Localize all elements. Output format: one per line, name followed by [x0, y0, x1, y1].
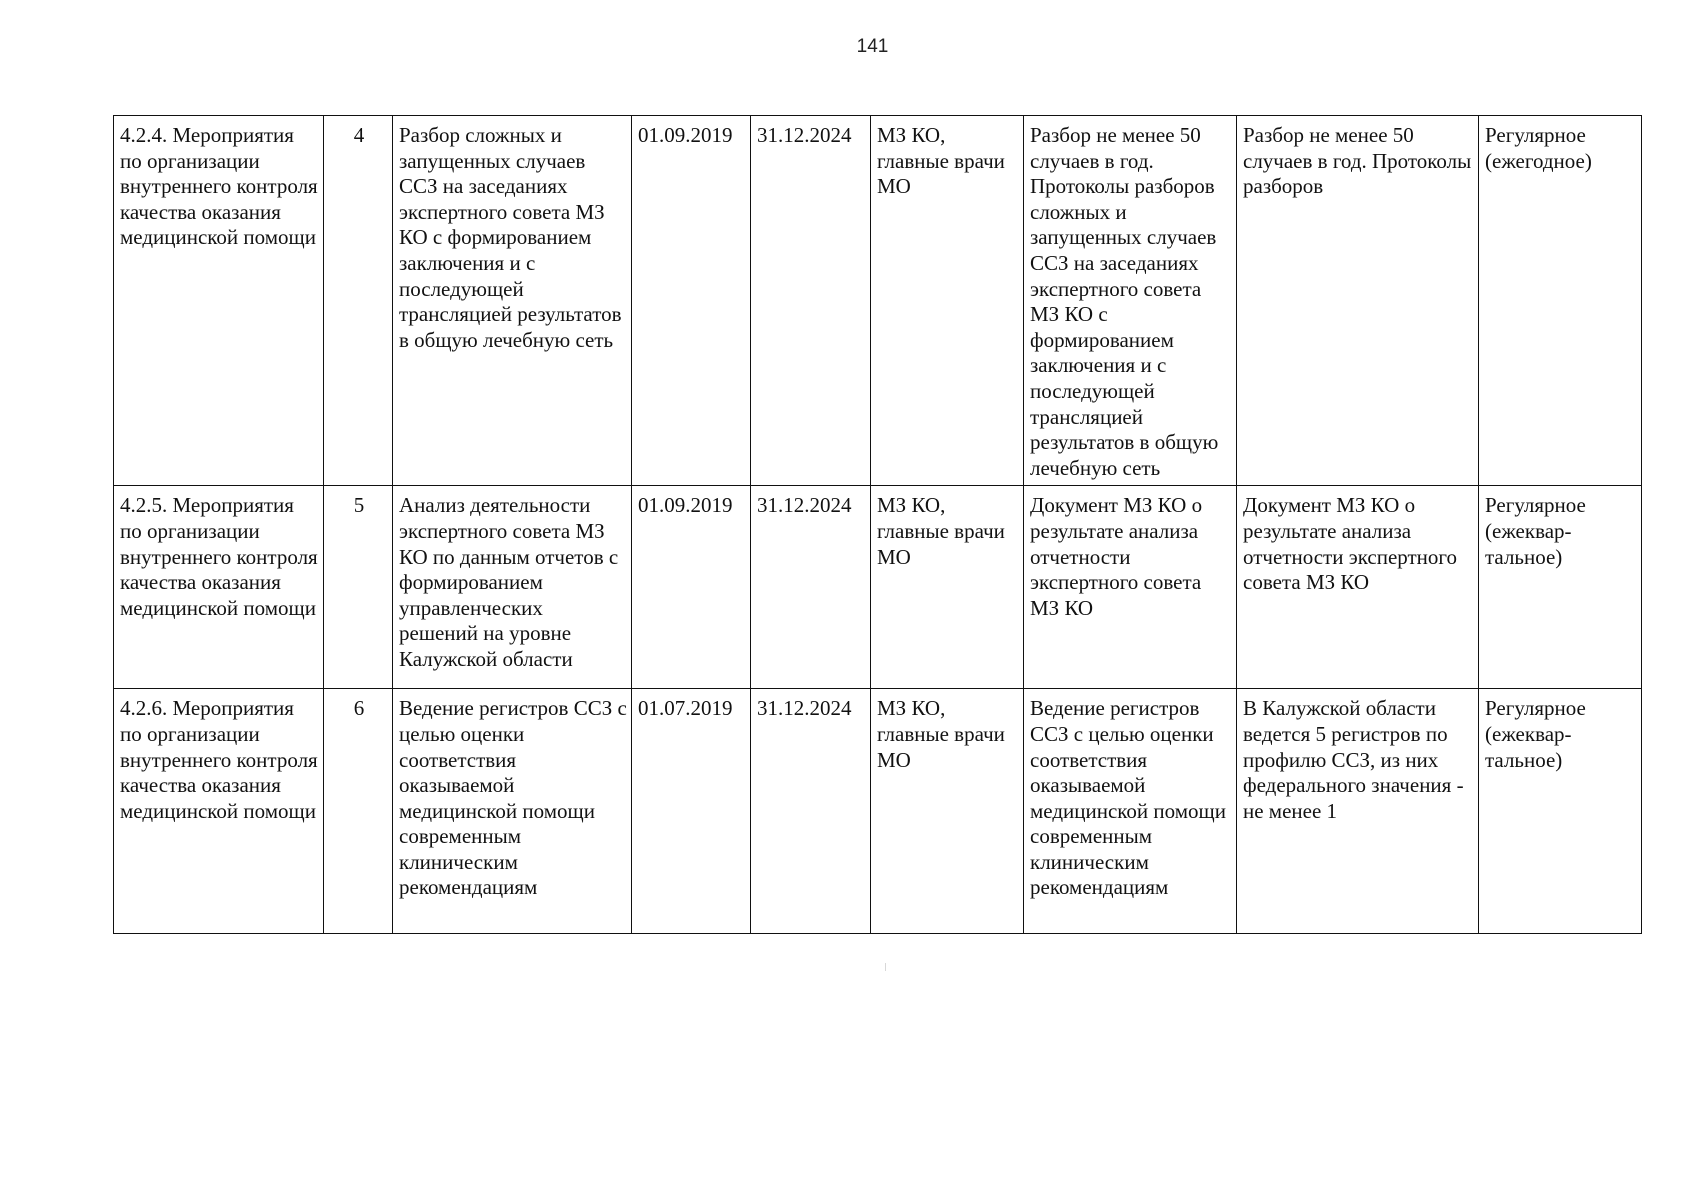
end-date-cell: 31.12.2024: [751, 486, 871, 689]
page-number: 141: [856, 36, 889, 57]
description-cell: Ведение регистров ССЗ с целью оценки соответствия оказываемой медицинской помощи современным клиническим рекомендациям: [393, 689, 632, 934]
frequency-cell: Регулярное (ежегодное): [1479, 116, 1642, 486]
expected-result-cell: Документ МЗ КО о результате анализа отчетности экспертного совета МЗ КО: [1024, 486, 1237, 689]
activities-table: [113, 115, 1642, 934]
end-date-cell: 31.12.2024: [751, 689, 871, 934]
start-date-cell: 01.07.2019: [632, 689, 751, 934]
activity-cell: 4.2.6. Мероприятия по организации внутреннего контроля качества оказания медицинской помощи: [114, 689, 324, 934]
expected-result-cell: Ведение регистров ССЗ с целью оценки соответствия оказываемой медицинской помощи современным клиническим рекомендациям: [1024, 689, 1237, 934]
number-cell: 4: [324, 116, 393, 486]
frequency-cell: Регулярное (ежеквар-тальное): [1479, 689, 1642, 934]
indicator-cell: В Калужской области ведется 5 регистров по профилю ССЗ, из них федерального значения - не менее 1: [1237, 689, 1479, 934]
table-row: [114, 689, 1642, 934]
responsible-cell: МЗ КО, главные врачи МО: [871, 486, 1024, 689]
start-date-cell: 01.09.2019: [632, 486, 751, 689]
indicator-cell: Разбор не менее 50 случаев в год. Протоколы разборов: [1237, 116, 1479, 486]
table-row: [114, 116, 1642, 486]
responsible-cell: МЗ КО, главные врачи МО: [871, 689, 1024, 934]
start-date-cell: 01.09.2019: [632, 116, 751, 486]
activity-cell: 4.2.5. Мероприятия по организации внутреннего контроля качества оказания медицинской помощи: [114, 486, 324, 689]
activity-cell: 4.2.4. Мероприятия по организации внутреннего контроля качества оказания медицинской помощи: [114, 116, 324, 486]
description-cell: Разбор сложных и запущенных случаев ССЗ на заседаниях экспертного совета МЗ КО с формированием заключения и с последующей трансляцией результатов в общую лечебную сеть: [393, 116, 632, 486]
scan-mark: [885, 963, 886, 971]
number-cell: 6: [324, 689, 393, 934]
table-row: [114, 486, 1642, 689]
number-cell: 5: [324, 486, 393, 689]
responsible-cell: МЗ КО, главные врачи МО: [871, 116, 1024, 486]
indicator-cell: Документ МЗ КО о результате анализа отчетности экспертного совета МЗ КО: [1237, 486, 1479, 689]
description-cell: Анализ деятельности экспертного совета МЗ КО по данным отчетов с формированием управленческих решений на уровне Калужской области: [393, 486, 632, 689]
expected-result-cell: Разбор не менее 50 случаев в год. Протоколы разборов сложных и запущенных случаев ССЗ на заседаниях экспертного совета МЗ КО с формированием заключения и с последующей трансляцией результатов в общую лечебную сеть: [1024, 116, 1237, 486]
end-date-cell: 31.12.2024: [751, 116, 871, 486]
frequency-cell: Регулярное (ежеквар-тальное): [1479, 486, 1642, 689]
